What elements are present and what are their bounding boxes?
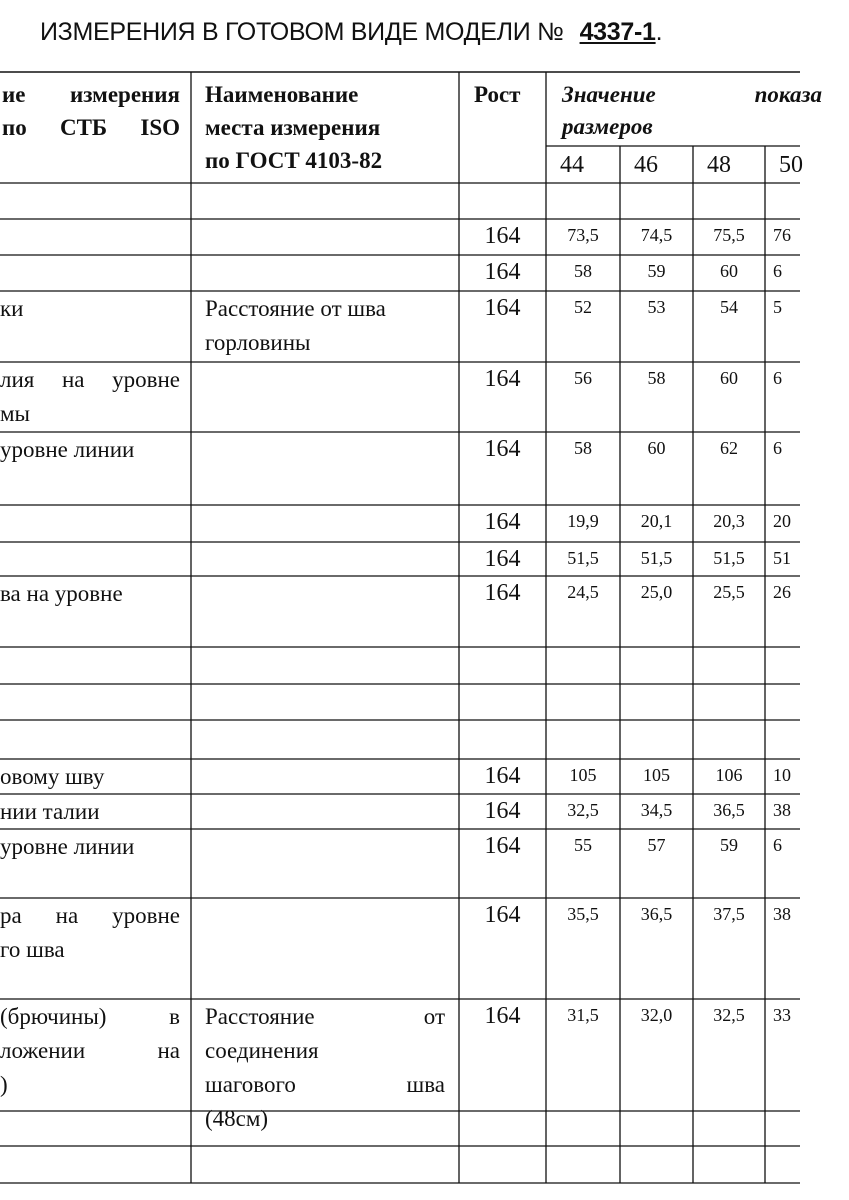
size-value: 38 (773, 904, 791, 924)
size-value: 58 (574, 438, 592, 458)
size-value: 20,1 (640, 511, 673, 531)
row-rost: 164 (484, 763, 521, 789)
row-iso-text: ложении на (0, 1038, 180, 1063)
size-value: 51,5 (567, 548, 599, 568)
row-iso-text: уровне линии (0, 437, 135, 462)
row-rost: 164 (484, 833, 521, 859)
row-rost: 164 (484, 436, 521, 462)
row-iso-text: (брючины) в (0, 1004, 180, 1029)
size-value: 60 (720, 368, 738, 388)
size-value: 6 (773, 835, 782, 855)
row-gost-text: горловины (205, 330, 311, 355)
size-value: 53 (647, 297, 666, 317)
row-rost: 164 (484, 546, 521, 572)
row-gost-text: Расстояние от шва (205, 296, 386, 321)
size-value: 31,5 (567, 1005, 599, 1025)
row-rost: 164 (484, 295, 521, 321)
header-rost: Рост (474, 82, 521, 107)
size-value: 58 (647, 368, 666, 388)
size-header-46: 46 (634, 152, 658, 178)
row-iso-text: нии талии (0, 799, 100, 824)
size-value: 75,5 (713, 225, 745, 245)
size-value: 25,0 (640, 582, 673, 602)
row-iso-text: ки (0, 296, 24, 321)
header-iso-line: ие измерения (2, 82, 180, 107)
row-gost-text: (48см) (205, 1106, 269, 1131)
size-value: 36,5 (640, 904, 673, 924)
row-rost: 164 (484, 798, 521, 824)
size-value: 60 (720, 261, 738, 281)
row-gost-text: шагового шва (205, 1072, 445, 1097)
header-gost-line: по ГОСТ 4103-82 (205, 148, 383, 173)
size-value: 36,5 (713, 800, 745, 820)
row-iso-text: лия на уровне (0, 367, 180, 392)
size-value: 76 (773, 225, 791, 245)
size-header-48: 48 (707, 152, 731, 178)
row-rost: 164 (484, 509, 521, 535)
row-iso-text: ) (0, 1072, 8, 1097)
size-value: 6 (773, 368, 782, 388)
title-text: ИЗМЕРЕНИЯ В ГОТОВОМ ВИДЕ МОДЕЛИ № (40, 18, 564, 46)
size-value: 54 (720, 297, 738, 317)
row-iso-text: ра на уровне (0, 903, 180, 928)
size-value: 24,5 (567, 582, 599, 602)
size-value: 26 (773, 582, 791, 602)
size-value: 5 (773, 297, 782, 317)
title-suffix: . (655, 18, 663, 46)
size-value: 73,5 (567, 225, 599, 245)
size-value: 6 (773, 438, 782, 458)
row-rost: 164 (484, 580, 521, 606)
size-value: 55 (574, 835, 592, 855)
size-value: 58 (574, 261, 592, 281)
size-value: 6 (773, 261, 782, 281)
size-value: 32,5 (567, 800, 599, 820)
header-values-line: размеров (562, 114, 653, 139)
row-iso-text: уровне линии (0, 834, 135, 859)
header-values-line: Значение показа (562, 82, 822, 107)
row-rost: 164 (484, 259, 521, 285)
size-value: 33 (773, 1005, 791, 1025)
row-gost-text: Расстояние от (205, 1004, 445, 1029)
size-value: 52 (574, 297, 592, 317)
size-value: 105 (569, 765, 597, 785)
size-value: 20,3 (713, 511, 745, 531)
size-value: 32,5 (713, 1005, 745, 1025)
size-value: 25,5 (713, 582, 745, 602)
size-value: 59 (720, 835, 738, 855)
size-header-44: 44 (560, 152, 584, 178)
size-value: 35,5 (567, 904, 599, 924)
row-rost: 164 (484, 1003, 521, 1029)
size-value: 38 (773, 800, 791, 820)
size-value: 19,9 (567, 511, 599, 531)
row-iso-text: овому шву (0, 764, 105, 789)
size-value: 51 (773, 548, 791, 568)
size-value: 60 (647, 438, 666, 458)
header-iso-line: по СТБ ISO (2, 115, 180, 140)
header-gost-line: Наименование (205, 82, 359, 107)
size-value: 59 (647, 261, 666, 281)
size-value: 37,5 (713, 904, 745, 924)
row-gost-text: соединения (205, 1038, 319, 1063)
row-iso-text: ва на уровне (0, 581, 123, 606)
size-value: 56 (574, 368, 592, 388)
size-value: 62 (720, 438, 738, 458)
size-value: 57 (647, 835, 666, 855)
row-iso-text: мы (0, 401, 31, 426)
size-value: 32,0 (640, 1005, 673, 1025)
size-value: 51,5 (640, 548, 673, 568)
header-gost-line: места измерения (205, 115, 381, 140)
size-value: 10 (773, 765, 791, 785)
size-header-50: 50 (779, 152, 803, 178)
size-value: 20 (773, 511, 791, 531)
row-iso-text: го шва (0, 937, 65, 962)
row-rost: 164 (484, 902, 521, 928)
row-rost: 164 (484, 366, 521, 392)
size-value: 34,5 (640, 800, 673, 820)
row-rost: 164 (484, 223, 521, 249)
size-value: 74,5 (640, 225, 673, 245)
size-value: 51,5 (713, 548, 745, 568)
size-value: 105 (643, 765, 670, 785)
size-value: 106 (715, 765, 743, 785)
model-number: 4337-1 (579, 18, 656, 46)
